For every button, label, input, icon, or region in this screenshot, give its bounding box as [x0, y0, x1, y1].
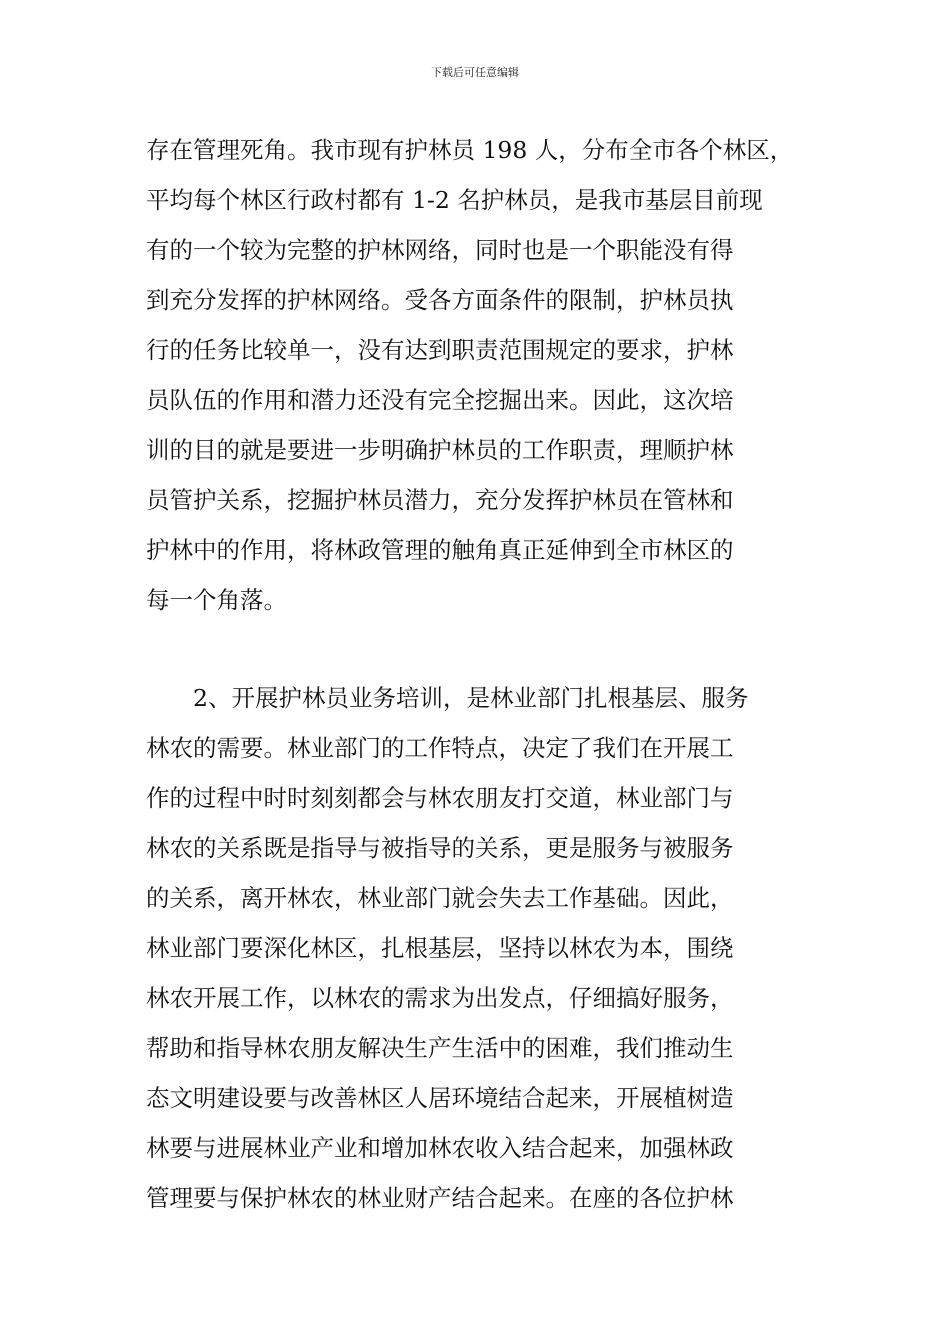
paragraph-1-line-1: 存在管理死角。我市现有护林员 198 人，分布全市各个林区， — [146, 136, 794, 164]
paragraph-2-line-3: 作的过程中时时刻刻都会与林农朋友打交道，林业部门与 — [146, 784, 734, 812]
paragraph-1-line-10: 每一个角落。 — [146, 586, 287, 614]
paragraph-2-line-5: 的关系，离开林农，林业部门就会失去工作基础。因此， — [146, 884, 734, 912]
paragraph-2-line-2: 林农的需要。林业部门的工作特点，决定了我们在开展工 — [146, 734, 734, 762]
paragraph-1-line-2: 平均每个林区行政村都有 1-2 名护林员，是我市基层目前现 — [146, 186, 763, 214]
paragraph-1-line-5: 行的任务比较单一，没有达到职责范围规定的要求，护林 — [146, 336, 734, 364]
paragraph-2-line-9: 态文明建设要与改善林区人居环境结合起来，开展植树造 — [146, 1084, 734, 1112]
paragraph-2-line-6: 林业部门要深化林区，扎根基层，坚持以林农为本，围绕 — [146, 934, 734, 962]
paragraph-2-line-1: 2、开展护林员业务培训，是林业部门扎根基层、服务 — [193, 684, 749, 712]
paragraph-2-line-4: 林农的关系既是指导与被指导的关系，更是服务与被服务 — [146, 834, 734, 862]
paragraph-1-line-3: 有的一个较为完整的护林网络，同时也是一个职能没有得 — [146, 236, 734, 264]
paragraph-2-line-8: 帮助和指导林农朋友解决生产生活中的困难，我们推动生 — [146, 1034, 734, 1062]
paragraph-1-line-4: 到充分发挥的护林网络。受各方面条件的限制，护林员执 — [146, 286, 734, 314]
paragraph-1-line-8: 员管护关系，挖掘护林员潜力，充分发挥护林员在管林和 — [146, 486, 734, 514]
page-header: 下载后可任意编辑 — [431, 66, 519, 79]
paragraph-1-line-7: 训的目的就是要进一步明确护林员的工作职责，理顺护林 — [146, 436, 734, 464]
paragraph-2-line-7: 林农开展工作，以林农的需求为出发点，仔细搞好服务， — [146, 984, 734, 1012]
paragraph-1-line-9: 护林中的作用，将林政管理的触角真正延伸到全市林区的 — [146, 536, 734, 564]
paragraph-1-line-6: 员队伍的作用和潜力还没有完全挖掘出来。因此，这次培 — [146, 386, 734, 414]
paragraph-2-line-10: 林要与进展林业产业和增加林农收入结合起来，加强林政 — [146, 1134, 734, 1162]
paragraph-2-line-11: 管理要与保护林农的林业财产结合起来。在座的各位护林 — [146, 1184, 734, 1212]
